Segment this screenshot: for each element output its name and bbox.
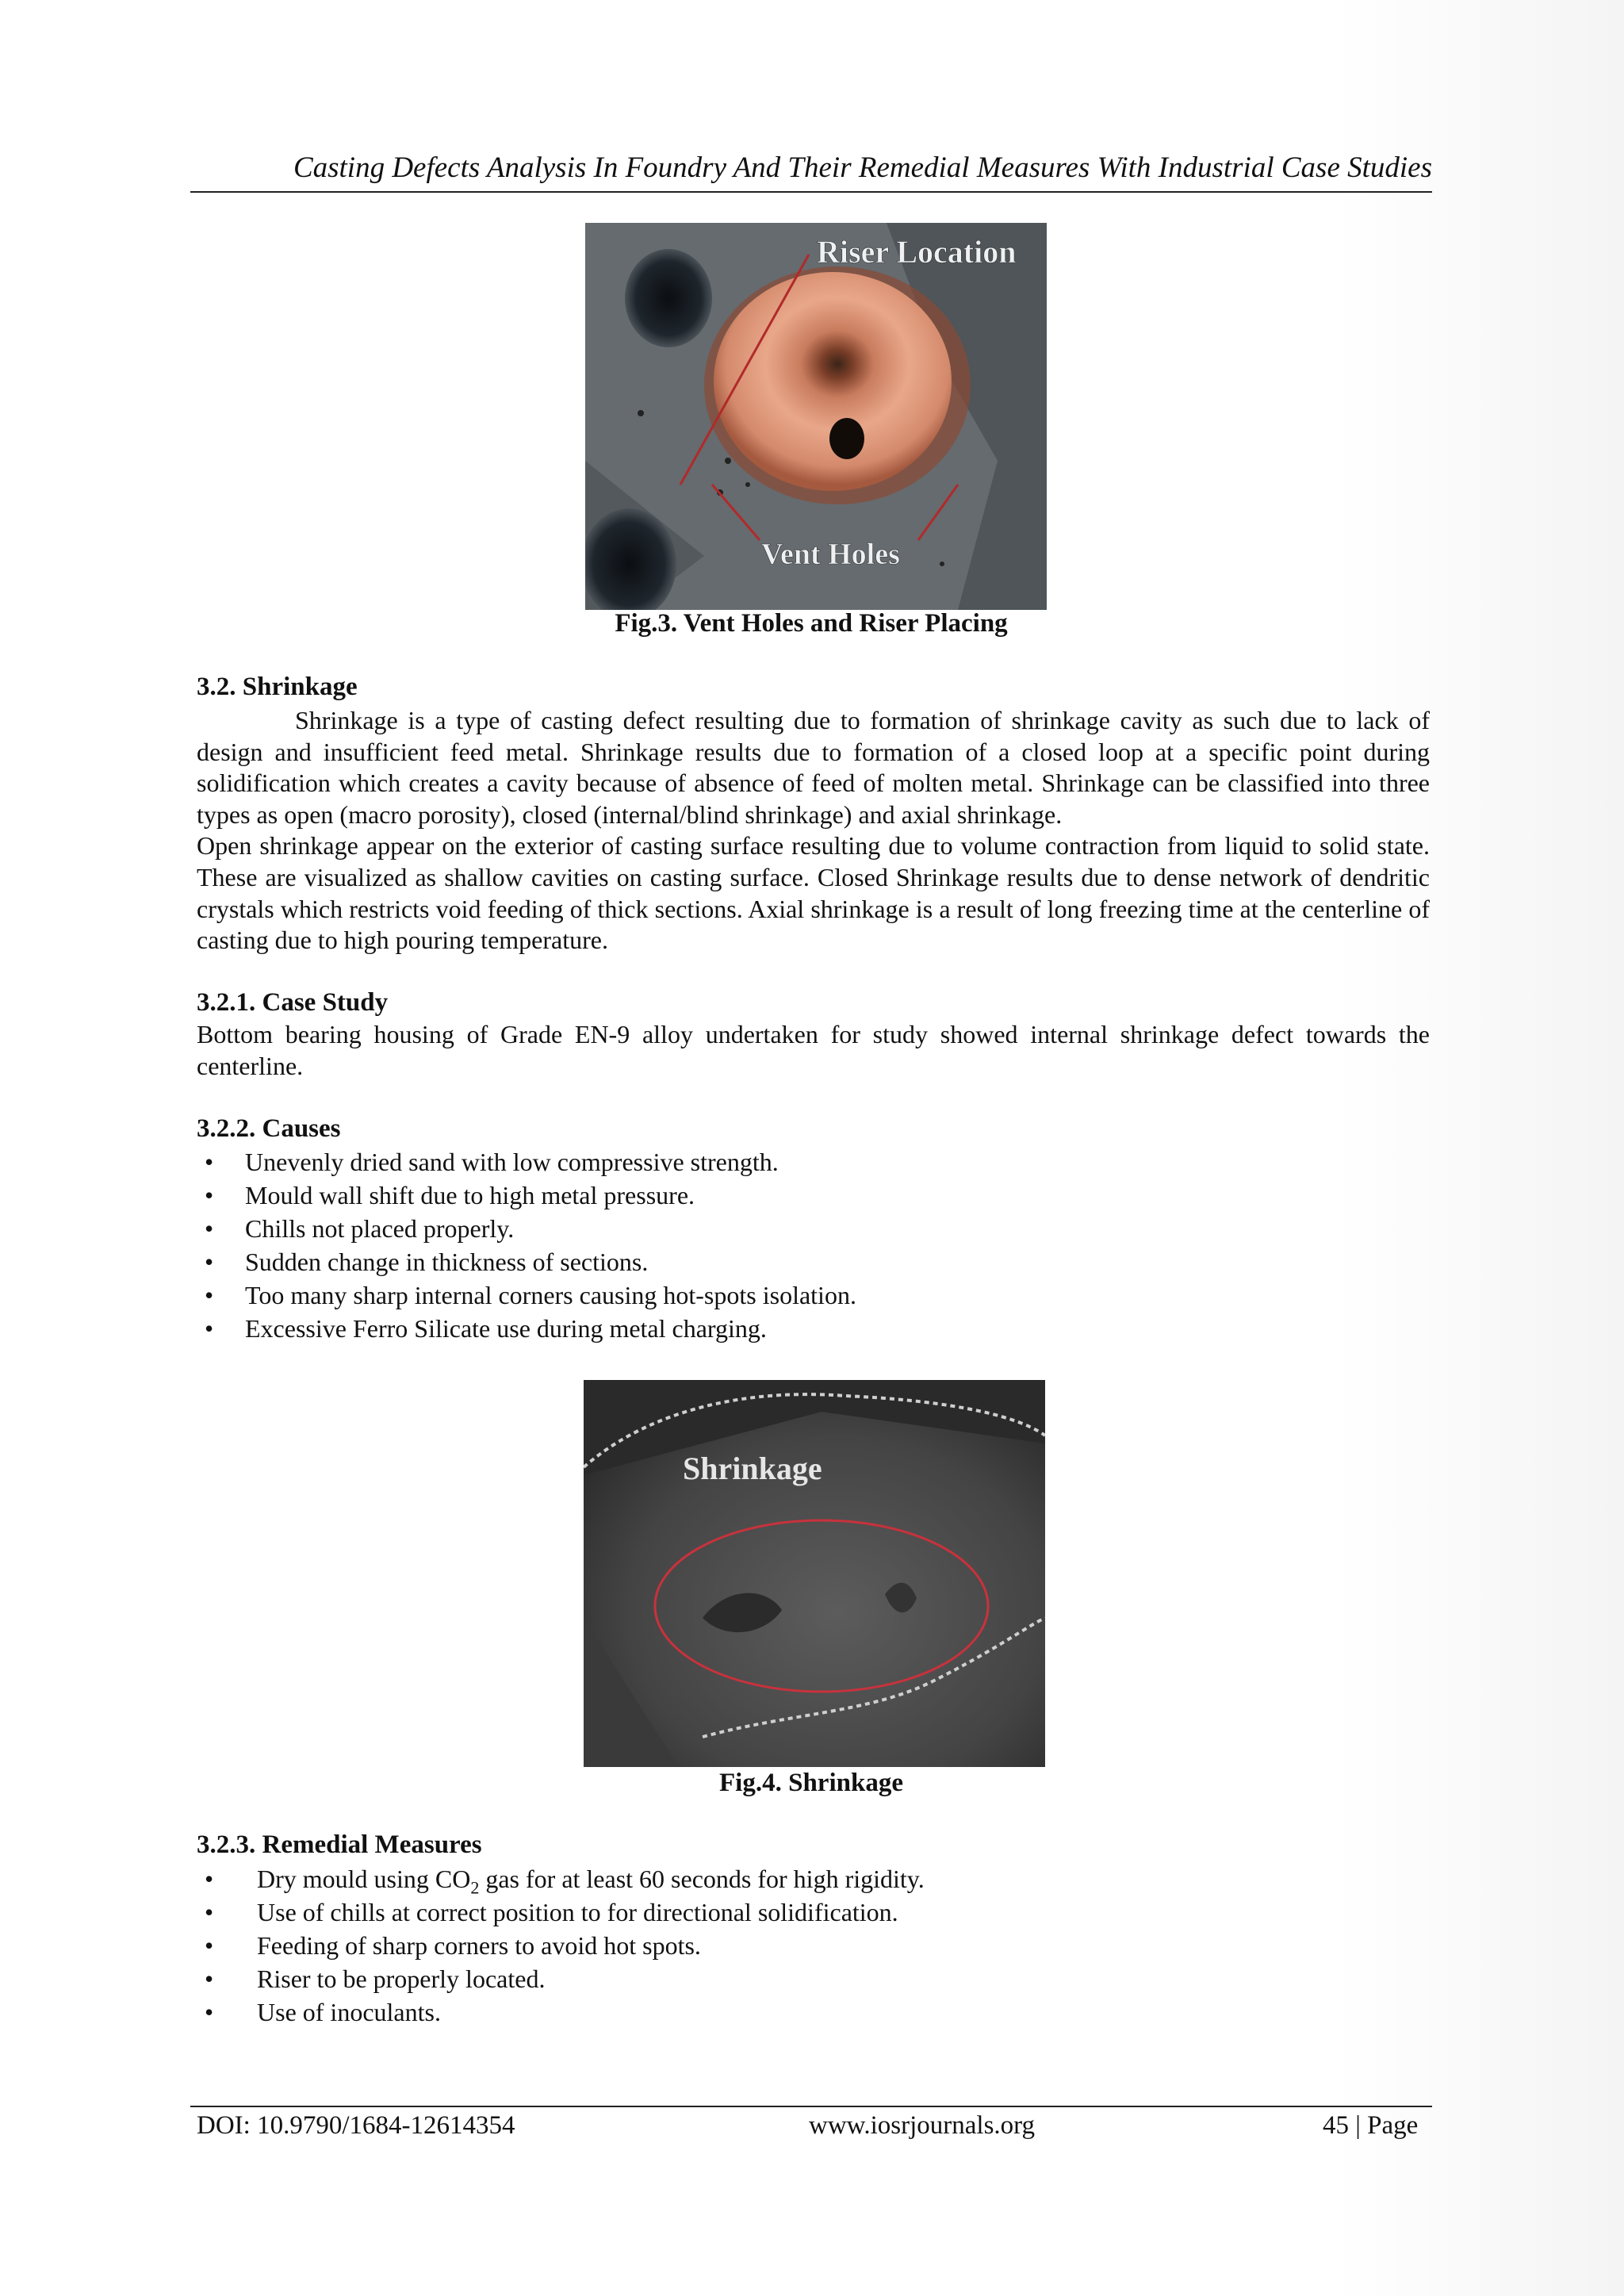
bullet-icon: •: [205, 1248, 214, 1276]
riser-location-label: Riser Location: [817, 234, 1017, 270]
section-3-2-body: [197, 705, 1430, 956]
vent-holes-label: Vent Holes: [761, 538, 900, 571]
figure-3-caption: Fig.3. Vent Holes and Riser Placing: [615, 609, 1008, 638]
figure-3-photo: [585, 223, 1047, 610]
footer-website: www.iosrjournals.org: [809, 2111, 1036, 2140]
footer-rule: [190, 2106, 1432, 2107]
case-study-paragraph: Bottom bearing housing of Grade EN-9 alloy undertaken for study showed internal shrinkage defect towards the centerline.: [197, 1020, 1430, 1080]
footer-page-number: 45 | Page: [1323, 2111, 1419, 2140]
section-3-2-heading: 3.2. Shrinkage: [197, 673, 358, 701]
bullet-icon: •: [205, 1314, 214, 1343]
shrinkage-paragraph-2: Open shrinkage appear on the exterior of casting surface resulting due to volume contraction from liquid to solid state. These are visualized as shallow cavities on casting surface. Closed Shrinkage results due to dense network of dendritic crystals which restricts void feeding of thick sections. Axial shrinkage is a result of long freezing time at the centerline of casting due to high pouring temperature.: [197, 831, 1430, 955]
footer-doi: DOI: 10.9790/1684-12614354: [197, 2111, 515, 2140]
bullet-icon: •: [205, 1214, 214, 1243]
figure-4-image: [584, 1380, 1045, 1767]
bullet-icon: •: [205, 1281, 214, 1309]
bullet-icon: •: [205, 1865, 214, 1893]
section-3-2-2-heading: 3.2.2. Causes: [197, 1114, 341, 1143]
bullet-icon: •: [205, 1898, 214, 1926]
bullet-icon: •: [205, 1998, 214, 2026]
figure-4-caption: Fig.4. Shrinkage: [719, 1769, 903, 1797]
running-header: Casting Defects Analysis In Foundry And Their Remedial Measures With Industrial Case Studies: [190, 151, 1432, 193]
bullet-icon: •: [205, 1181, 214, 1209]
bullet-icon: •: [205, 1931, 214, 1960]
bullet-icon: •: [205, 1148, 214, 1176]
shrinkage-label: Shrinkage: [683, 1451, 822, 1486]
bullet-icon: •: [205, 1964, 214, 1993]
section-3-2-1-heading: 3.2.1. Case Study: [197, 988, 389, 1017]
figure-3-image: [585, 223, 1047, 610]
shrinkage-paragraph-1: Shrinkage is a type of casting defect resulting due to formation of shrinkage cavity as such due to lack of design and insufficient feed metal. Shrinkage results due to formation of a closed loop at a specific point during solidification which creates a cavity because of absence of feed of molten metal. Shrinkage can be classified into three types as open (macro porosity), closed (internal/blind shrinkage) and axial shrinkage.: [197, 706, 1430, 829]
figure-4-photo: [584, 1380, 1045, 1767]
section-3-2-3-heading: 3.2.3. Remedial Measures: [197, 1830, 482, 1859]
